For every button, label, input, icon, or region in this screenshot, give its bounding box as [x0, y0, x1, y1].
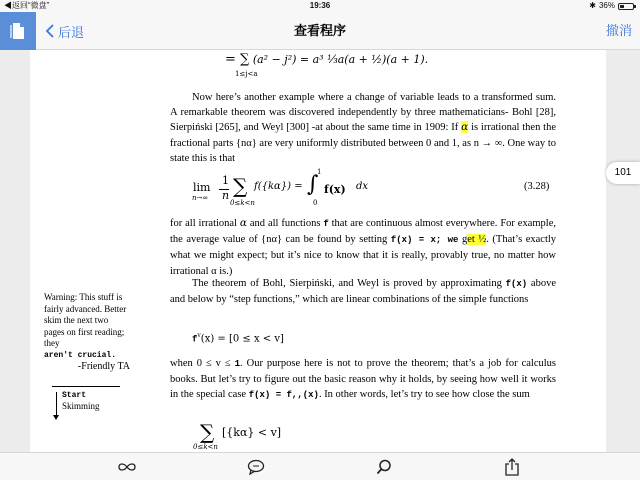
eq-integral: ∫: [307, 172, 319, 197]
page-title: 查看程序: [293, 23, 346, 38]
para2-run-1: α: [239, 217, 247, 229]
para3-run-1: f(x): [505, 279, 528, 289]
eq-step-rest: (x) = [0 ≤ x < v]: [200, 333, 284, 345]
para4-run-3: f(x) = f,,(x): [248, 390, 319, 401]
para2-run-2: and all functions: [247, 218, 324, 229]
document-tile[interactable]: [0, 12, 36, 50]
comment-button[interactable]: [245, 457, 267, 477]
battery-icon: [618, 3, 634, 10]
para1-run-1: α: [461, 121, 469, 134]
eq-lim-sub: n→∞: [192, 194, 209, 202]
share-icon: [505, 458, 519, 476]
eq-bottom-sub: 0≤k<n: [193, 443, 218, 451]
para4-run-2: . Our purpose here is not to prove the theorem; that’s a job for calculus books. But let’s try to figure out the basic reason why it holds, by seeing how well it works in the special case: [170, 358, 556, 401]
share-button[interactable]: [501, 457, 523, 477]
undo-button[interactable]: 撤消: [605, 23, 632, 38]
eq-func: f({kα}) =: [254, 181, 303, 192]
eq-integrand: f(x): [324, 183, 346, 196]
equation-top-subscript: 1≤j<a: [235, 70, 258, 78]
bubble-icon: [247, 459, 265, 475]
page-number-badge[interactable]: 101: [606, 162, 640, 184]
paragraph-2: [170, 216, 556, 279]
status-time: 19:36: [309, 1, 331, 10]
paragraph-1: [170, 90, 556, 166]
para1-run-0: Now here’s another example where a change of variable leads to a transformed sum. A remarkable theorem was discovered independently by three mathematicians- Bohl [28], Sierpiński [265], and Weyl [300] -at about the same time in 1909: If: [170, 92, 556, 134]
para4-run-4: . In other words, let’s try to see how close the sum: [318, 389, 530, 401]
para3-run-0: The theorem of Bohl, Sierpiński, and Weyl is proved by approximating: [192, 278, 506, 289]
battery-percent: 36%: [598, 1, 615, 10]
back-button[interactable]: [46, 12, 84, 50]
equation-top: [225, 52, 428, 67]
para2-run-3: f: [323, 219, 329, 229]
para4-run-1: 1: [234, 359, 241, 369]
equation-step-function: [192, 332, 284, 344]
status-right: [589, 0, 634, 12]
equation-top-left: = ∑: [225, 52, 250, 67]
search-button[interactable]: [373, 457, 395, 477]
equation-top-right: (a² − j²) = a³ ⅓a(a + ½)(a + 1).: [252, 53, 429, 66]
para1-run-2: is irrational then the fractional parts {nα} are very uniformly distributed between 0 and 1, as n → ∞. One way to state this is that: [170, 122, 556, 164]
infinity-button[interactable]: [116, 457, 138, 477]
bluetooth-icon: ✱: [589, 1, 596, 10]
para2-run-7: et ½: [467, 234, 487, 246]
para2-run-6: g: [458, 234, 468, 246]
paragraph-4: [170, 356, 556, 404]
eq-step-f: f: [192, 334, 198, 345]
book-page: [30, 50, 606, 452]
eq-int-top: 1: [317, 168, 322, 176]
para3-run-2: above and below by “step functions,” which are linear combinations of the simple functions: [170, 278, 556, 306]
battery-fill: [620, 5, 624, 8]
eq-step-sup: v: [197, 332, 201, 339]
eq-frac-den: n: [222, 189, 230, 202]
margin-divider: [52, 386, 120, 387]
eq-sum-sign: ∑: [233, 174, 248, 198]
back-label: 后退: [58, 24, 85, 40]
para2-run-8: . (That’s exactly what we might expect; but it’s nice to know that it is really, provably true, no matter how irrational α is.): [170, 234, 557, 277]
skim-marker: [62, 390, 100, 412]
document-icon: [10, 22, 26, 40]
margin-note: [44, 292, 130, 373]
eq-bottom-sum: ∑: [200, 420, 215, 444]
down-arrow-icon: [56, 392, 57, 416]
skim-start: Start: [62, 391, 87, 400]
margin-note-signature: -Friendly TA: [77, 361, 130, 372]
margin-note-text: Warning: This stuff is fairly advanced. Better skim the next two pages on first reading; they: [44, 292, 127, 348]
nav-bar: [0, 12, 640, 50]
status-bar: [0, 0, 640, 12]
eq-lim: lim: [193, 181, 211, 194]
bottom-toolbar: [0, 452, 640, 480]
eq-dx: dx: [356, 181, 369, 192]
back-to-app-link[interactable]: ◀返回“微盘”: [4, 1, 50, 10]
chevron-left-icon: [46, 24, 54, 38]
eq-number: (3.28): [524, 181, 550, 192]
margin-note-mono: aren't crucial.: [44, 350, 117, 360]
infinity-icon: [118, 462, 136, 472]
para2-run-0: for all irrational: [170, 218, 240, 229]
eq-sum-sub: 0≤k<n: [230, 199, 255, 207]
para2-run-5: f(x) = x; we: [390, 235, 459, 246]
para4-run-0: when 0 ≤ v ≤: [170, 358, 235, 369]
para2-run-4: that are continuous almost everywhere. For example, the average value of {nα} can be found by setting: [170, 218, 556, 246]
search-icon: [376, 459, 392, 475]
skim-label: Skimming: [62, 401, 100, 411]
document-viewer[interactable]: [0, 50, 640, 452]
eq-bottom-rest: [{kα} < v]: [222, 426, 282, 439]
eq-int-bot: 0: [313, 199, 318, 207]
paragraph-3: [170, 276, 556, 307]
eq-frac-num: 1: [222, 174, 229, 187]
